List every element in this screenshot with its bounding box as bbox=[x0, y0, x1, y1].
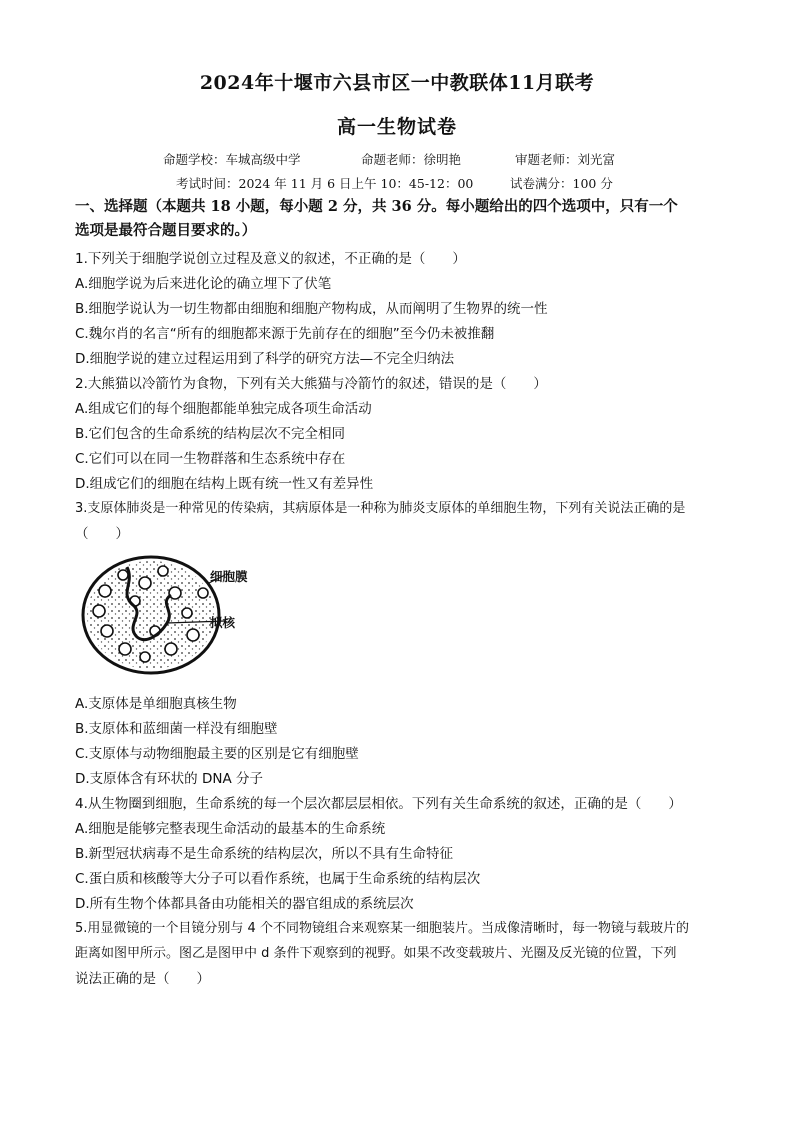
q1-option-d: D.细胞学说的建立过程运用到了科学的研究方法—不完全归纳法 bbox=[75, 351, 455, 367]
section-heading bbox=[75, 195, 725, 243]
q3-option-d: D.支原体含有环状的 DNA 分子 bbox=[75, 771, 263, 787]
q3-option-c: C.支原体与动物细胞最主要的区别是它有细胞壁 bbox=[75, 746, 359, 762]
q2-option-c: C.它们可以在同一生物群落和生态系统中存在 bbox=[75, 451, 346, 467]
membrane-label: 细胞膜 bbox=[210, 569, 248, 584]
section-heading-line2: 选项是最符合题目要求的。） bbox=[75, 222, 257, 239]
q4-option-d: D.所有生物个体都具备由功能相关的器官组成的系统层次 bbox=[75, 896, 414, 912]
q3-stem-line1: 3.支原体肺炎是一种常见的传染病，其病原体是一种称为肺炎支原体的单细胞生物，下列有关说法正确的是 bbox=[75, 501, 686, 516]
school-label: 命题学校：车城高级中学 bbox=[163, 152, 301, 167]
q1-stem: 1.下列关于细胞学说创立过程及意义的叙述，不正确的是（ ） bbox=[75, 251, 466, 267]
setter-label: 命题老师：徐明艳 bbox=[361, 152, 462, 167]
q3-option-b: B.支原体和蓝细菌一样没有细胞壁 bbox=[75, 721, 278, 737]
cytoplasm-shape bbox=[87, 561, 215, 669]
q5-stem-line1: 5.用显微镜的一个目镜分别与 4 个不同物镜组合来观察某一细胞装片。当成像清晰时，每一物镜与载玻片的 bbox=[75, 921, 689, 936]
q2-stem: 2.大熊猫以冷箭竹为食物，下列有关大熊猫与冷箭竹的叙述，错误的是（ ） bbox=[75, 376, 547, 392]
exam-subtitle: 高一生物试卷 bbox=[336, 116, 457, 138]
q4-option-a: A.细胞是能够完整表现生命活动的最基本的生命系统 bbox=[75, 821, 386, 837]
q4-option-c: C.蛋白质和核酸等大分子可以看作系统，也属于生命系统的结构层次 bbox=[75, 871, 481, 887]
q1-option-a: A.细胞学说为后来进化论的确立埋下了伏笔 bbox=[75, 276, 332, 292]
q3-option-a: A.支原体是单细胞真核生物 bbox=[75, 696, 237, 712]
reviewer-label: 审题老师：刘光富 bbox=[515, 152, 616, 167]
q2-option-d: D.组成它们的细胞在结构上既有统一性又有差异性 bbox=[75, 476, 374, 492]
q2-option-b: B.它们包含的生命系统的结构层次不完全相同 bbox=[75, 426, 346, 442]
q4-option-b: B.新型冠状病毒不是生命系统的结构层次，所以不具有生命特征 bbox=[75, 846, 454, 862]
section-heading-line1: 一、选择题（本题共 18 小题，每小题 2 分，共 36 分。每小题给出的四个选项中，只有一个 bbox=[75, 198, 678, 215]
q1-option-b: B.细胞学说认为一切生物都由细胞和细胞产物构成，从而阐明了生物界的统一性 bbox=[75, 301, 548, 317]
mycoplasma-figure bbox=[75, 553, 255, 678]
full-score: 试卷满分：100 分 bbox=[510, 176, 613, 191]
q5-stem-line3: 说法正确的是（ ） bbox=[75, 971, 210, 987]
exam-time: 考试时间：2024 年 11 月 6 日上午 10：45-12：00 bbox=[176, 176, 474, 191]
nucleoid-label: 拟核 bbox=[210, 615, 236, 630]
q3-stem-line2: （ ） bbox=[75, 526, 129, 542]
q1-option-c: C.魏尔肖的名言“所有的细胞都来源于先前存在的细胞”至今仍未被推翻 bbox=[75, 326, 495, 342]
exam-title: 2024年十堰市六县市区一中教联体11月联考 bbox=[199, 72, 595, 94]
q2-option-a: A.组成它们的每个细胞都能单独完成各项生命活动 bbox=[75, 401, 372, 417]
q4-stem: 4.从生物圈到细胞，生命系统的每一个层次都层层相依。下列有关生命系统的叙述，正确的是（ ） bbox=[75, 796, 682, 812]
q5-stem-line2: 距离如图甲所示。图乙是图甲中 d 条件下观察到的视野。如果不改变载玻片、光圈及反光镜的位置，下列 bbox=[75, 946, 677, 961]
